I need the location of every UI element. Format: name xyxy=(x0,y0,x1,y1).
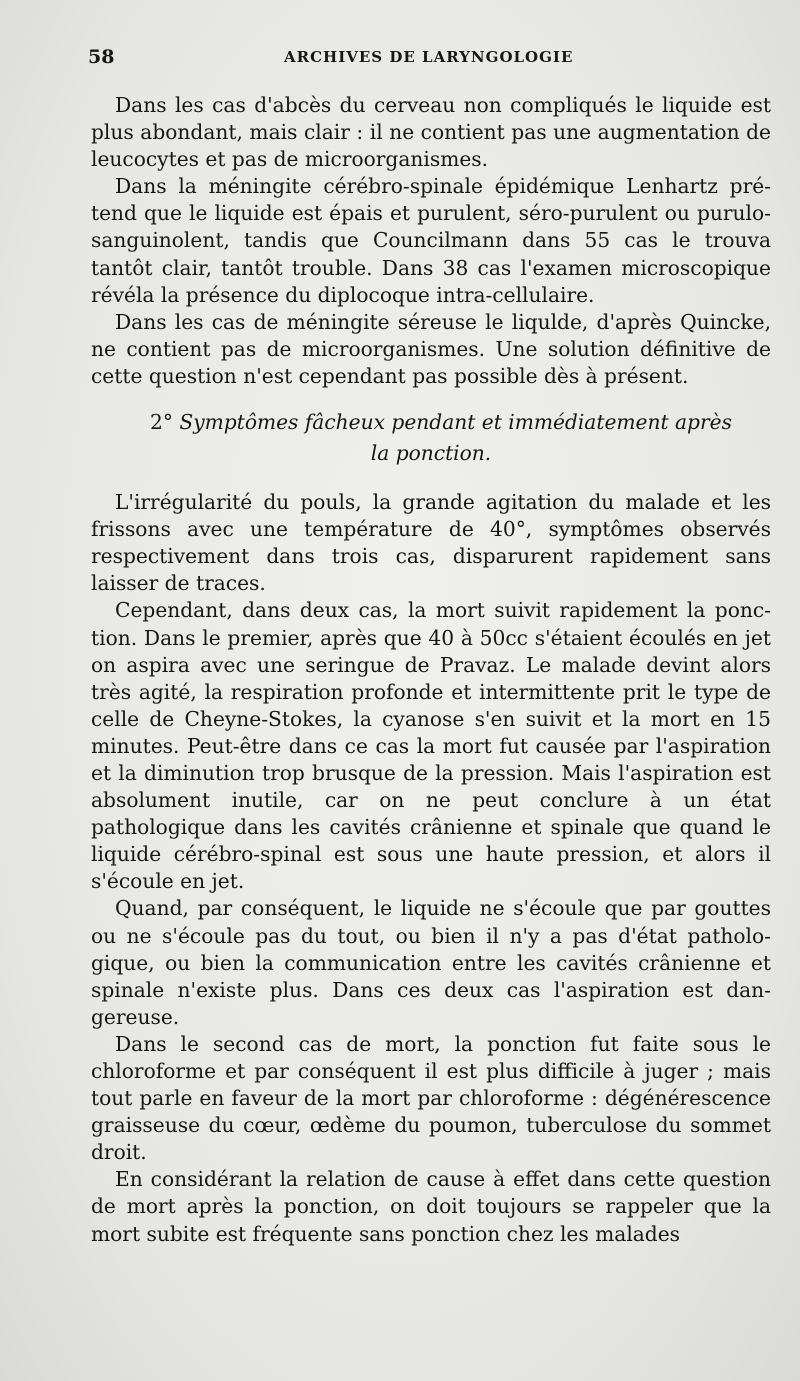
paragraph: Dans la méningite cérébro-spinale épidémique Lenhartz prétend que le liquide est épais et purulent, séro-purulent ou purulo-sanguinolent, tandis que Councilmann dans 55 cas le trouva tantôt clair, tantôt trouble. Dans 38 cas l'examen microscopique révéla la présence du diplocoque intra-cellulaire. xyxy=(91,174,771,307)
section-heading-line-2: la ponction. xyxy=(370,441,492,466)
page-number: 58 xyxy=(88,46,115,68)
body-text xyxy=(91,92,771,1248)
section-title: Symptômes fâcheux pendant et immédiatement après xyxy=(179,410,732,435)
section-heading-line-1 xyxy=(91,407,771,438)
paragraph: L'irrégularité du pouls, la grande agitation du malade et les frissons avec une température de 40°, symptômes observés respectivement dans trois cas, disparurent rapidement sans laisser de traces. xyxy=(91,490,771,596)
section-heading xyxy=(91,407,771,469)
running-title: ARCHIVES DE LARYNGOLOGIE xyxy=(284,48,574,66)
paragraph: Cependant, dans deux cas, la mort suivit rapidement la ponction. Dans le premier, après que 40 à 50cc s'étaient écoulés en jet on aspira avec une seringue de Pravaz. Le malade devint alors très agité, la respiration profonde et intermittente prit le type de celle de Cheyne-Stokes, la cyanose s'en suivit et la mort en 15 minutes. Peut-être dans ce cas la mort fut causée par l'aspiration et la diminution trop brusque de la pression. Mais l'aspiration est absolument inutile, car on ne peut conclure à un état pathologique dans les cavités crânienne et spinale que quand le liquide cérébro-spinal est sous une haute pression, et alors il s'écoule en jet. xyxy=(91,598,771,894)
paragraph: Quand, par conséquent, le liquide ne s'écoule que par gouttes ou ne s'écoule pas du tout, ou bien il n'y a pas d'état pathologique, ou bien la communication entre les cavités crânienne et spinale n'existe plus. Dans ces deux cas l'aspiration est dangereuse. xyxy=(91,896,771,1029)
paragraph: En considérant la relation de cause à effet dans cette question de mort après la ponction, on doit toujours se rappeler que la mort subite est fréquente sans ponction chez les malades xyxy=(91,1167,771,1246)
section-number: 2° xyxy=(150,410,173,435)
paragraph: Dans les cas de méningite séreuse le liqulde, d'après Quincke, ne contient pas de microorganismes. Une solution définitive de cette question n'est cependant pas possible dès à présent. xyxy=(91,309,771,388)
page-header xyxy=(88,46,768,72)
paragraph: Dans les cas d'abcès du cerveau non compliqués le liquide est plus abondant, mais clair : il ne contient pas une augmentation de leucocytes et pas de microorganismes. xyxy=(91,93,771,172)
paragraph: Dans le second cas de mort, la ponction fut faite sous le chloroforme et par conséquent il est plus difficile à juger ; mais tout parle en faveur de la mort par chloroforme : dégénérescence graisseuse du cœur, œdème du poumon, tuberculose du sommet droit. xyxy=(91,1031,771,1165)
